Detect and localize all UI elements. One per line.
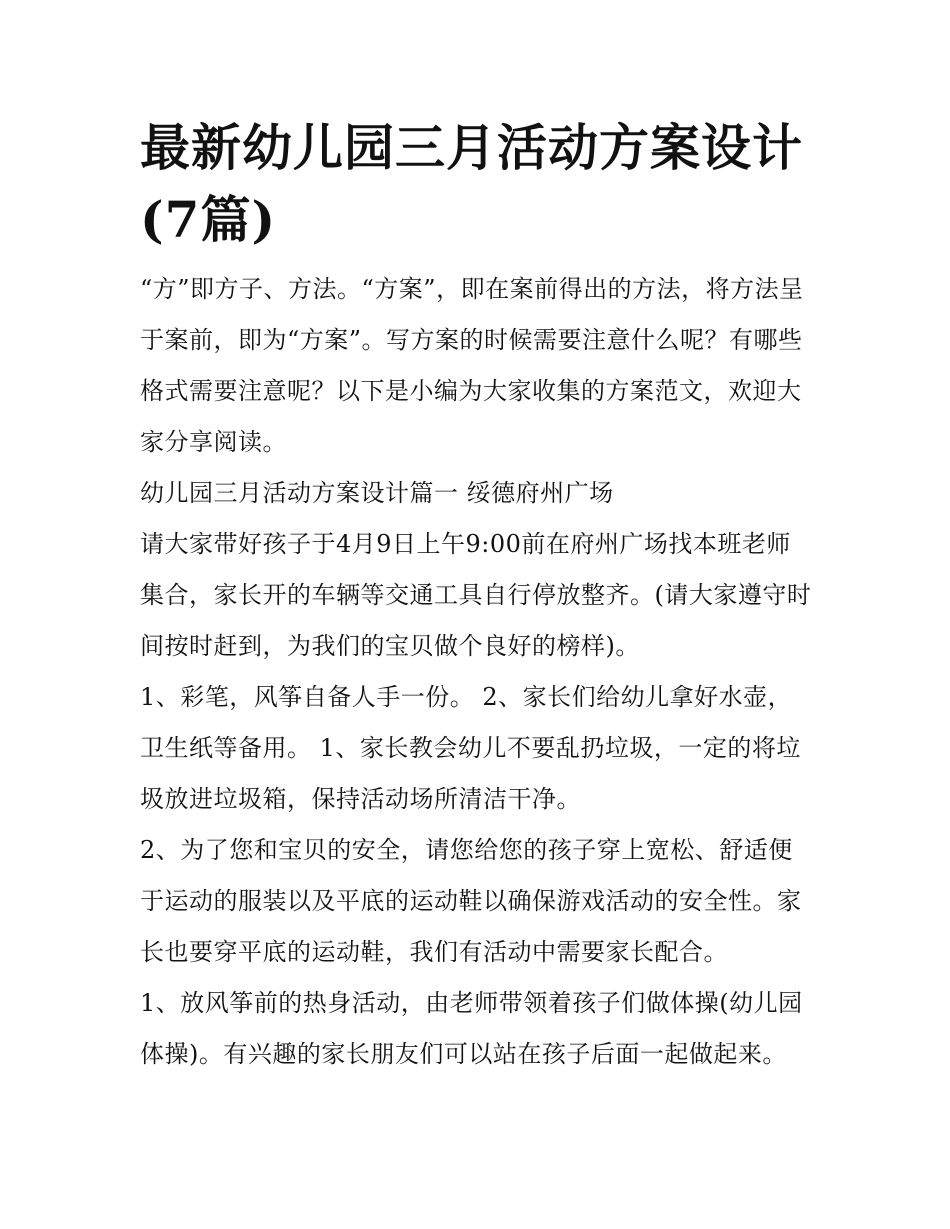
paragraph-safety: 2、为了您和宝贝的安全，请您给您的孩子穿上宽松、舒适便于运动的服装以及平底的运动鞋以确保游戏活动的安全性。家长也要穿平底的运动鞋，我们有活动中需要家长配合。 [140, 836, 802, 966]
paragraph-section-heading: 幼儿园三月活动方案设计篇一 绥德府州广场 [140, 479, 614, 507]
document-page [140, 112, 815, 1080]
paragraph-items: 1、彩笔，风筝自备人手一份。 2、家长们给幼儿拿好水壶，卫生纸等备用。 1、家长教会幼儿不要乱扔垃圾，一定的将垃圾放进垃圾箱，保持活动场所清洁干净。 [140, 683, 801, 813]
paragraph-warmup: 1、放风筝前的热身活动，由老师带领着孩子们做体操(幼儿园体操)。有兴趣的家长朋友们可以站在孩子后面一起做起来。 [140, 989, 803, 1068]
paragraph-gathering: 请大家带好孩子于4月9日上午9:00前在府州广场找本班老师集合，家长开的车辆等交通工具自行停放整齐。(请大家遵守时间按时赶到，为我们的宝贝做个良好的榜样)。 [140, 530, 812, 660]
paragraph-intro: “方”即方子、方法。“方案”，即在案前得出的方法，将方法呈于案前，即为“方案”。写方案的时候需要注意什么呢？有哪些格式需要注意呢？以下是小编为大家收集的方案范文，欢迎大家分享阅读。 [140, 275, 804, 456]
document-title: 最新幼儿园三月活动方案设计(7篇) [140, 118, 803, 249]
